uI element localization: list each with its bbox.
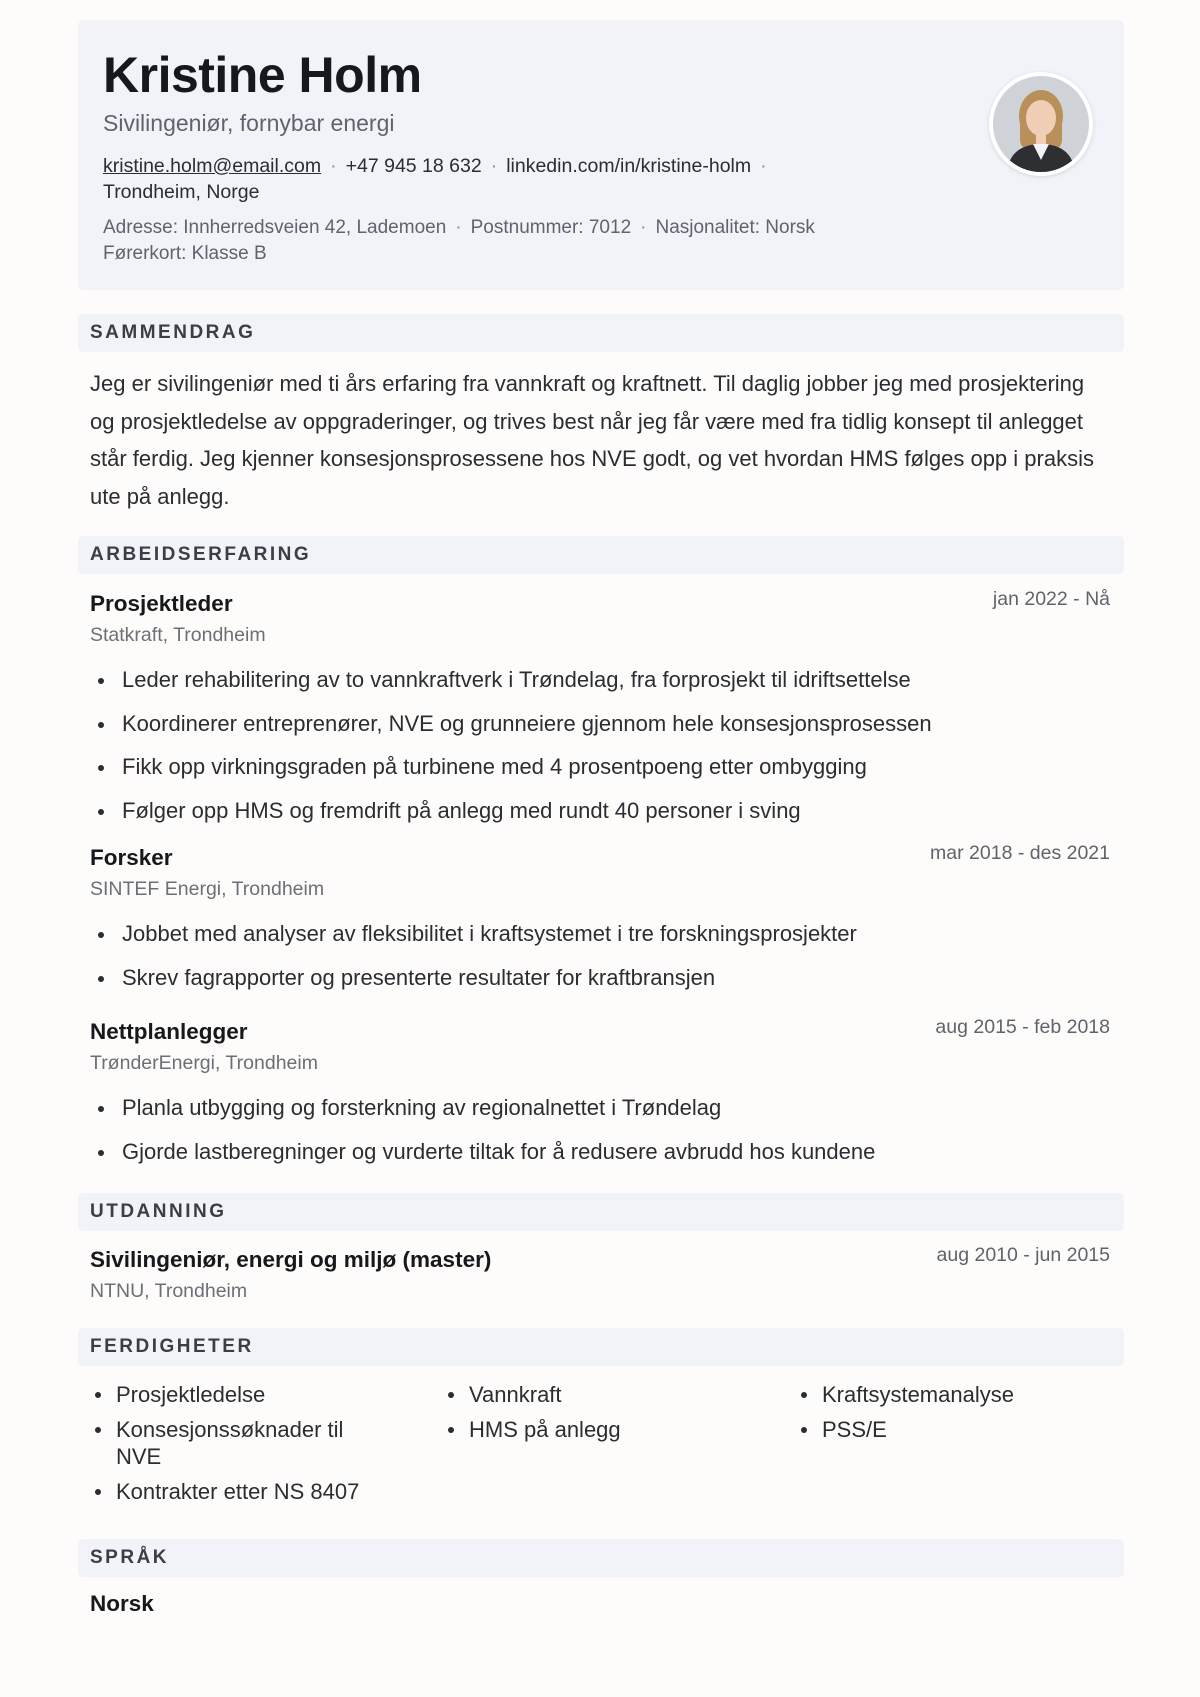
job-date: mar 2018 - des 2021 <box>930 842 1110 864</box>
linkedin-link[interactable]: linkedin.com/in/kristine-holm <box>506 155 752 177</box>
job-title: Prosjektleder <box>90 591 233 616</box>
section-title: SPRÅK <box>90 1547 170 1568</box>
degree-title: Sivilingeniør, energi og miljø (master) <box>90 1247 492 1272</box>
job-organization: SINTEF Energi, Trondheim <box>90 878 325 900</box>
separator-dot: · <box>760 155 767 177</box>
skill-item: Vannkraft <box>443 1381 743 1408</box>
section-header-summary <box>78 314 1124 352</box>
list-item: Jobbet med analyser av fleksibilitet i kraftsystemet i tre forskningsprosjekter <box>90 919 1090 963</box>
drivers-license: Førerkort: Klasse B <box>103 243 267 264</box>
skill-item: Konsesjonssøknader til NVE <box>90 1416 390 1470</box>
job-bullets <box>90 1093 1090 1180</box>
phone-number: +47 945 18 632 <box>345 155 482 177</box>
section-header-education <box>78 1193 1124 1231</box>
section-header-skills <box>78 1328 1124 1366</box>
list-item: Følger opp HMS og fremdrift på anlegg med rundt 40 personer i sving <box>90 796 1090 840</box>
list-item: Planla utbygging og forsterkning av regionalnettet i Trøndelag <box>90 1093 1090 1137</box>
email-link[interactable]: kristine.holm@email.com <box>103 155 322 177</box>
list-item: Koordinerer entreprenører, NVE og grunneiere gjennom hele konsesjonsprosessen <box>90 709 1090 753</box>
person-name: Kristine Holm <box>103 47 422 103</box>
contact-line <box>103 153 843 205</box>
separator-dot: · <box>330 155 337 177</box>
nationality: Nasjonalitet: Norsk <box>655 217 815 238</box>
job-bullets <box>90 919 1090 1006</box>
section-title: UTDANNING <box>90 1201 227 1222</box>
skill-item: PSS/E <box>796 1416 1096 1443</box>
list-item: Gjorde lastberegninger og vurderte tiltak for å redusere avbrudd hos kundene <box>90 1137 1090 1181</box>
education-date: aug 2010 - jun 2015 <box>936 1244 1110 1266</box>
section-title: ARBEIDSERFARING <box>90 544 312 565</box>
profile-photo <box>989 72 1093 176</box>
separator-dot: · <box>490 155 498 177</box>
skill-item: Prosjektledelse <box>90 1381 390 1408</box>
job-bullets <box>90 665 1090 839</box>
list-item: Skrev fagrapporter og presenterte resultater for kraftbransjen <box>90 963 1090 1007</box>
list-item: Leder rehabilitering av to vannkraftverk i Trøndelag, fra forprosjekt til idriftsettelse <box>90 665 1090 709</box>
section-title: FERDIGHETER <box>90 1336 254 1357</box>
job-title: Forsker <box>90 845 173 870</box>
separator-dot: · <box>640 217 647 238</box>
skills-column-1 <box>90 1381 390 1513</box>
list-item: Fikk opp virkningsgraden på turbinene med 4 prosentpoeng etter ombygging <box>90 752 1090 796</box>
language-item: Norsk <box>90 1591 154 1616</box>
avatar-portrait-icon <box>993 76 1089 172</box>
skills-column-3 <box>796 1381 1096 1451</box>
job-organization: TrønderEnergi, Trondheim <box>90 1052 318 1074</box>
skills-column-2 <box>443 1381 743 1451</box>
separator-dot: · <box>455 217 462 238</box>
job-organization: Statkraft, Trondheim <box>90 624 266 646</box>
section-title: SAMMENDRAG <box>90 322 256 343</box>
postal-code: Postnummer: 7012 <box>470 217 632 238</box>
address: Adresse: Innherredsveien 42, Lademoen <box>103 217 447 238</box>
job-date: aug 2015 - feb 2018 <box>935 1016 1110 1038</box>
job-date: jan 2022 - Nå <box>992 588 1110 610</box>
person-role: Sivilingeniør, fornybar energi <box>103 110 395 136</box>
skill-item: HMS på anlegg <box>443 1416 743 1443</box>
section-header-experience <box>78 536 1124 574</box>
location: Trondheim, Norge <box>103 181 260 203</box>
header-card <box>78 20 1124 290</box>
section-header-languages <box>78 1539 1124 1577</box>
skill-item: Kontrakter etter NS 8407 <box>90 1478 390 1505</box>
skill-item: Kraftsystemanalyse <box>796 1381 1096 1408</box>
job-title: Nettplanlegger <box>90 1019 248 1044</box>
summary-text: Jeg er sivilingeniør med ti års erfaring fra vannkraft og kraftnett. Til daglig jobber jeg med prosjektering og prosjektledelse av oppgraderinger, og trives best når jeg får være med fra tidlig konsept til anlegget står ferdig. Jeg kjenner konsesjonsprosessene hos NVE godt, og vet hvordan HMS følges opp i praksis ute på anlegg. <box>90 371 1094 509</box>
school-name: NTNU, Trondheim <box>90 1280 248 1302</box>
personal-details <box>103 215 883 267</box>
